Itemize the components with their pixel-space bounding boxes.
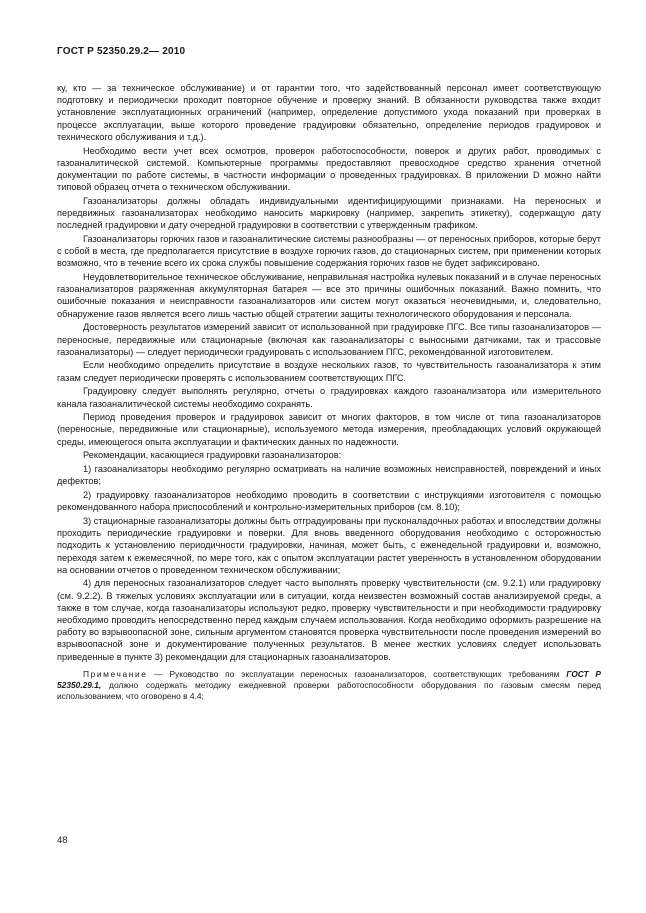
list-item: 3) стационарные газоанализаторы должны быть отградуированы при пусконаладочных работах и впоследствии должны проходить периодические градуировки и поверки. Для вновь введенного оборудования необходимо с осторожностью подходить к установлению периодичности градуировки, начиная, может быть, с еженедельной градуировки и, возможно, переходя затем к ежемесячной, по мере того, как с опытом эксплуатации растет уверенность в установленном оборудовании на основании отчетов о проведенном техническом обслуживании; (57, 515, 601, 575)
paragraph: Период проведения проверок и градуировок зависит от многих факторов, в том числе от типа газоанализаторов (переносные, передвижные или стационарные), используемого метода измерения, преобладающих условий окружающей среды, имеющегося опыта эксплуатации и фактических данных по надежности. (57, 412, 601, 447)
list-item: 4) для переносных газоанализаторов следует часто выполнять проверку чувствительности (см. 9.2.1) или градуировку (см. 9.2.2). В тяжелых условиях эксплуатации или в ситуации, когда неизвестен возможный состав анализируемой среды, а также в том случае, когда газоанализаторы используют редко, проверку чувствительности и при необходимости градуировку необходимо проводить непосредственно перед каждым случаем использования. Когда необходимо оформить разрешение на работу во взрывоопасной зоне, сильным аргументом становятся проверка чувствительности после проведения измерений во взрывоопасной зоне и документирование полученных результатов. В менее жестких условиях следует использовать приведенные в пункте 3) рекомендации для стационарных газоанализаторов. (57, 578, 601, 662)
page-number: 48 (57, 835, 68, 846)
paragraph: Неудовлетворительное техническое обслуживание, неправильная настройка нулевых показаний и в случае переносных газоанализаторов разряженная аккумуляторная батарея — все это причины ошибочных показаний. Важно помнить, что ошибочные показания и неисправности газоанализаторов или систем могут оказаться неочевидными, и, следовательно, обнаружение газов является всего лишь частью общей стратегии защиты технологического оборудования и персонала. (57, 272, 601, 319)
document-header: ГОСТ Р 52350.29.2— 2010 (57, 46, 186, 57)
paragraph: Газоанализаторы горючих газов и газоаналитические системы разнообразны — от переносных приборов, которые берут с собой в места, где предполагается присутствие в воздухе горючих газов, до стационарных систем, при применении которых возможно, что в течение всего их срока службы повышение содержания горючих газов не будет зафиксировано. (57, 233, 601, 269)
note-reference: ГОСТ Р 52350.29.1, (57, 668, 601, 691)
note-text-after: должно содержать методику ежедневной проверки работоспособности оборудования по газовым смесям перед использованием, что оговорено в 4.4; (57, 680, 601, 702)
paragraph: Рекомендации, касающиеся градуировки газоанализаторов: (83, 450, 342, 461)
list-item: 2) градуировку газоанализаторов необходимо проводить в соответствии с инструкциями изготовителя с помощью рекомендованного набора приспособлений и контрольно-измерительных приборов (см. 8.10); (57, 490, 601, 513)
note (57, 669, 601, 703)
note-label: Примечание (83, 668, 148, 679)
note-text-before: — Руководство по эксплуатации переносных газоанализаторов, соответствующих требованиям (147, 668, 567, 679)
list-item: 1) газоанализаторы необходимо регулярно осматривать на наличие возможных неисправностей, повреждений и иных дефектов; (57, 464, 601, 487)
paragraph: Достоверность результатов измерений зависит от использованной при градуировке ПГС. Все типы газоанализаторов — переносные, передвижные или стационарные (включая как газоанализаторы с выносными датчиками, так и трассовые газоанализаторы) — следует периодически градуировать с использованием ПГС, рекомендованной изготовителем. (57, 322, 601, 357)
paragraph: Если необходимо определить присутствие в воздухе нескольких газов, то чувствительность газоанализатора к этим газам следует периодически проверять с использованием соответствующих ПГС. (57, 360, 601, 383)
paragraph: Газоанализаторы должны обладать индивидуальными идентифицирующими признаками. На переносных и передвижных газоанализаторах необходимо наносить маркировку (например, закрепить этикетку), содержащую дату последней градуировки и дату очередной градуировки в соответствии с утвержденным графиком. (57, 195, 601, 231)
document-body (57, 82, 601, 704)
paragraph: Градуировку следует выполнять регулярно, отчеты о градуировках каждого газоанализатора или измерительного канала газоаналитической системы необходимо сохранять. (57, 386, 601, 409)
paragraph: ку, кто — за техническое обслуживание) и от гарантии того, что задействованный персонал имеет соответствующую подготовку и периодически проходит повторное обучение и проверку знаний. В обязанности руководства также входит установление эксплуатационных ограничений (например, определение допустимого ухода показаний при проверках в процессе эксплуатации, выше которого проведение градуировки обязательно, определение периодов градуировок и технического обслуживания и т.д.). (57, 83, 601, 142)
paragraph: Необходимо вести учет всех осмотров, проверок работоспособности, поверок и других работ, проводимых с газоаналитической системой. Компьютерные программы предоставляют превосходное средство хранения отчетной документации по работе системы, в частности информации о проведенных градуировках. В приложении D можно найти типовой образец отчета о техническом обслуживании. (57, 145, 601, 193)
